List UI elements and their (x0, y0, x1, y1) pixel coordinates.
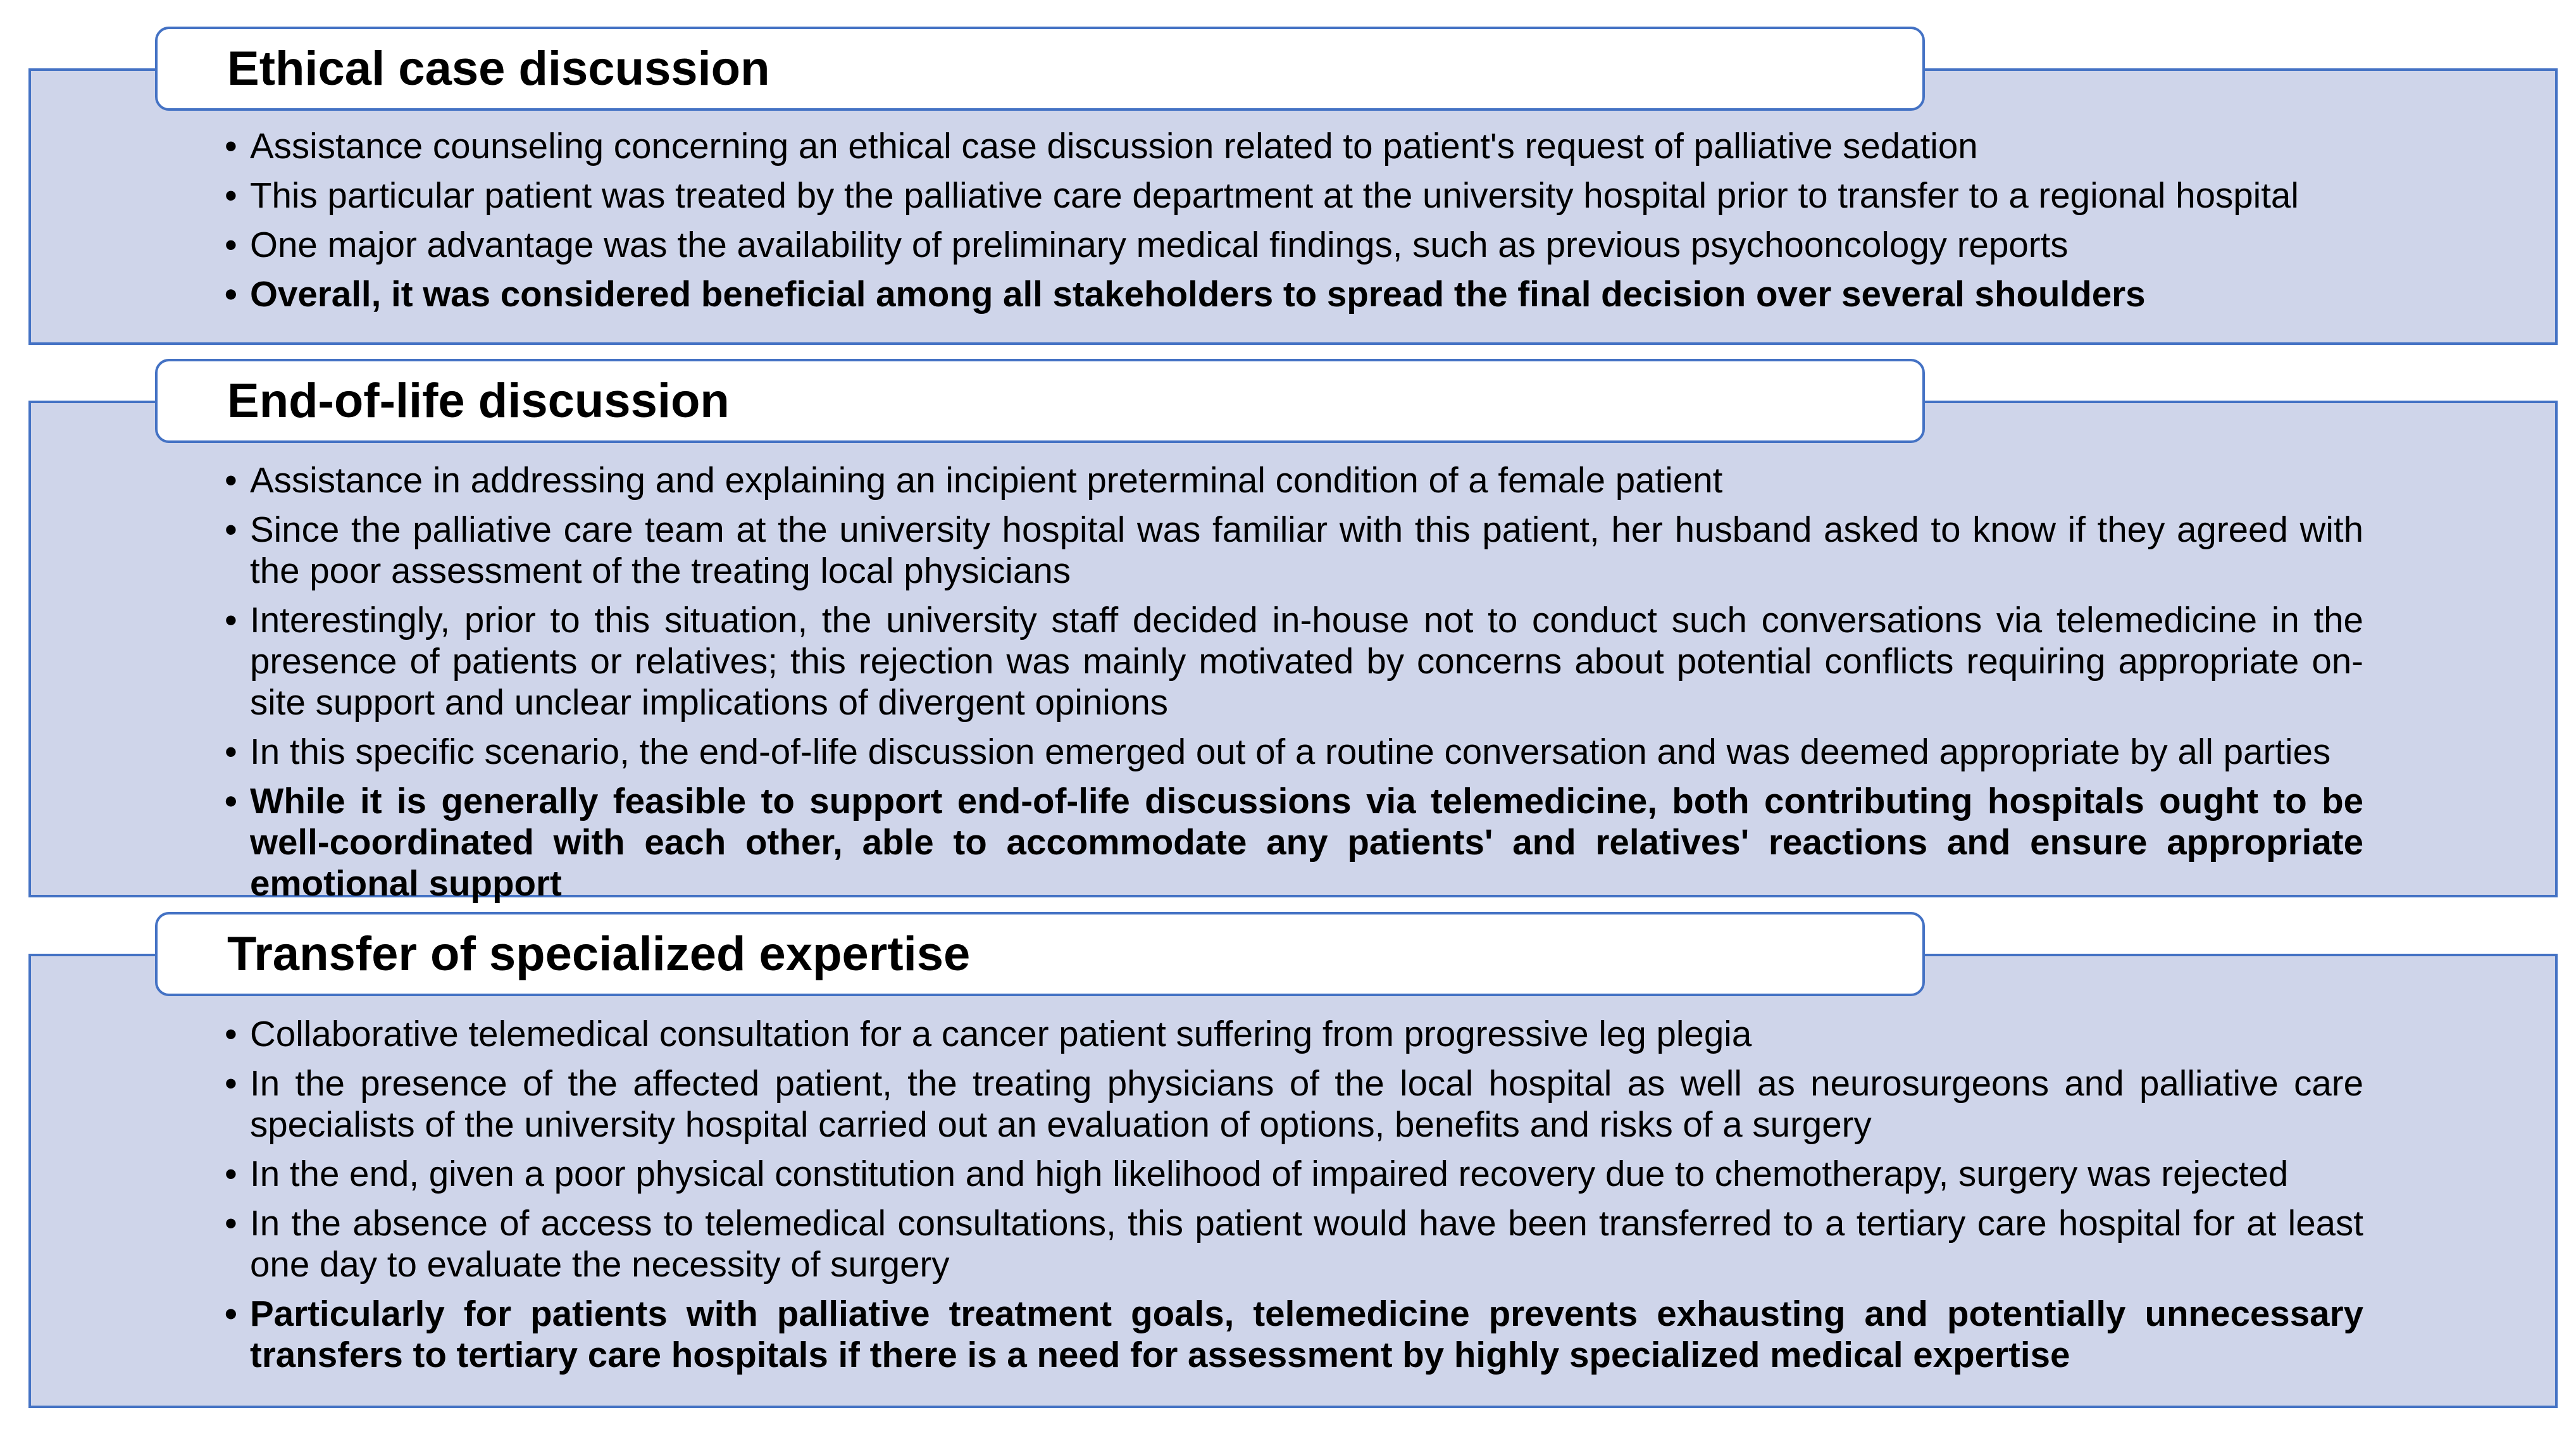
bullet-item-conclusion: • Particularly for patients with palliative treatment goals, telemedicine prevents exhausting and potentially unnecessary transfers to tertiary care hospitals if there is a need for assessment by highly specialized medical expertise (225, 1293, 2363, 1375)
bullet-item: • In the end, given a poor physical constitution and high likelihood of impaired recovery due to chemotherapy, surgery was rejected (225, 1153, 2363, 1194)
section-end-of-life-bullets (225, 459, 2363, 912)
bullet-item: • Assistance counseling concerning an ethical case discussion related to patient's request of palliative sedation (225, 125, 2363, 166)
section-end-of-life-title-tab (155, 359, 1925, 443)
section-ethical-case-bullets (225, 125, 2363, 323)
bullet-item: • In this specific scenario, the end-of-life discussion emerged out of a routine conversation and was deemed appropriate by all parties (225, 731, 2363, 772)
section-title: Ethical case discussion (227, 42, 770, 96)
bullet-item: • In the absence of access to telemedical consultations, this patient would have been transferred to a tertiary care hospital for at least one day to evaluate the necessity of surgery (225, 1202, 2363, 1285)
bullet-item: • One major advantage was the availability of preliminary medical findings, such as previous psychooncology reports (225, 224, 2363, 265)
bullet-item-conclusion: • While it is generally feasible to support end-of-life discussions via telemedicine, both contributing hospitals ought to be well-coordinated with each other, able to accommodate any patients' and relatives' reactions and ensure appropriate emotional support (225, 780, 2363, 904)
bullet-item: • Collaborative telemedical consultation for a cancer patient suffering from progressive leg plegia (225, 1013, 2363, 1054)
section-ethical-case-title-tab (155, 27, 1925, 111)
section-transfer-expertise-bullets (225, 1013, 2363, 1383)
bullet-item: • Since the palliative care team at the university hospital was familiar with this patient, her husband asked to know if they agreed with the poor assessment of the treating local physicians (225, 509, 2363, 591)
section-title: Transfer of specialized expertise (227, 927, 971, 981)
bullet-item: • Interestingly, prior to this situation, the university staff decided in-house not to conduct such conversations via telemedicine in the presence of patients or relatives; this rejection was mainly motivated by concerns about potential conflicts requiring appropriate on-site support and unclear implications of divergent opinions (225, 599, 2363, 723)
bullet-item-conclusion: • Overall, it was considered beneficial among all stakeholders to spread the final decision over several shoulders (225, 273, 2363, 315)
bullet-item: • This particular patient was treated by the palliative care department at the university hospital prior to transfer to a regional hospital (225, 175, 2363, 216)
bullet-item: • In the presence of the affected patient, the treating physicians of the local hospital as well as neurosurgeons and palliative care specialists of the university hospital carried out an evaluation of options, benefits and risks of a surgery (225, 1063, 2363, 1145)
bullet-item: • Assistance in addressing and explaining an incipient preterminal condition of a female patient (225, 459, 2363, 501)
section-transfer-expertise-title-tab (155, 912, 1925, 996)
section-title: End-of-life discussion (227, 374, 730, 428)
